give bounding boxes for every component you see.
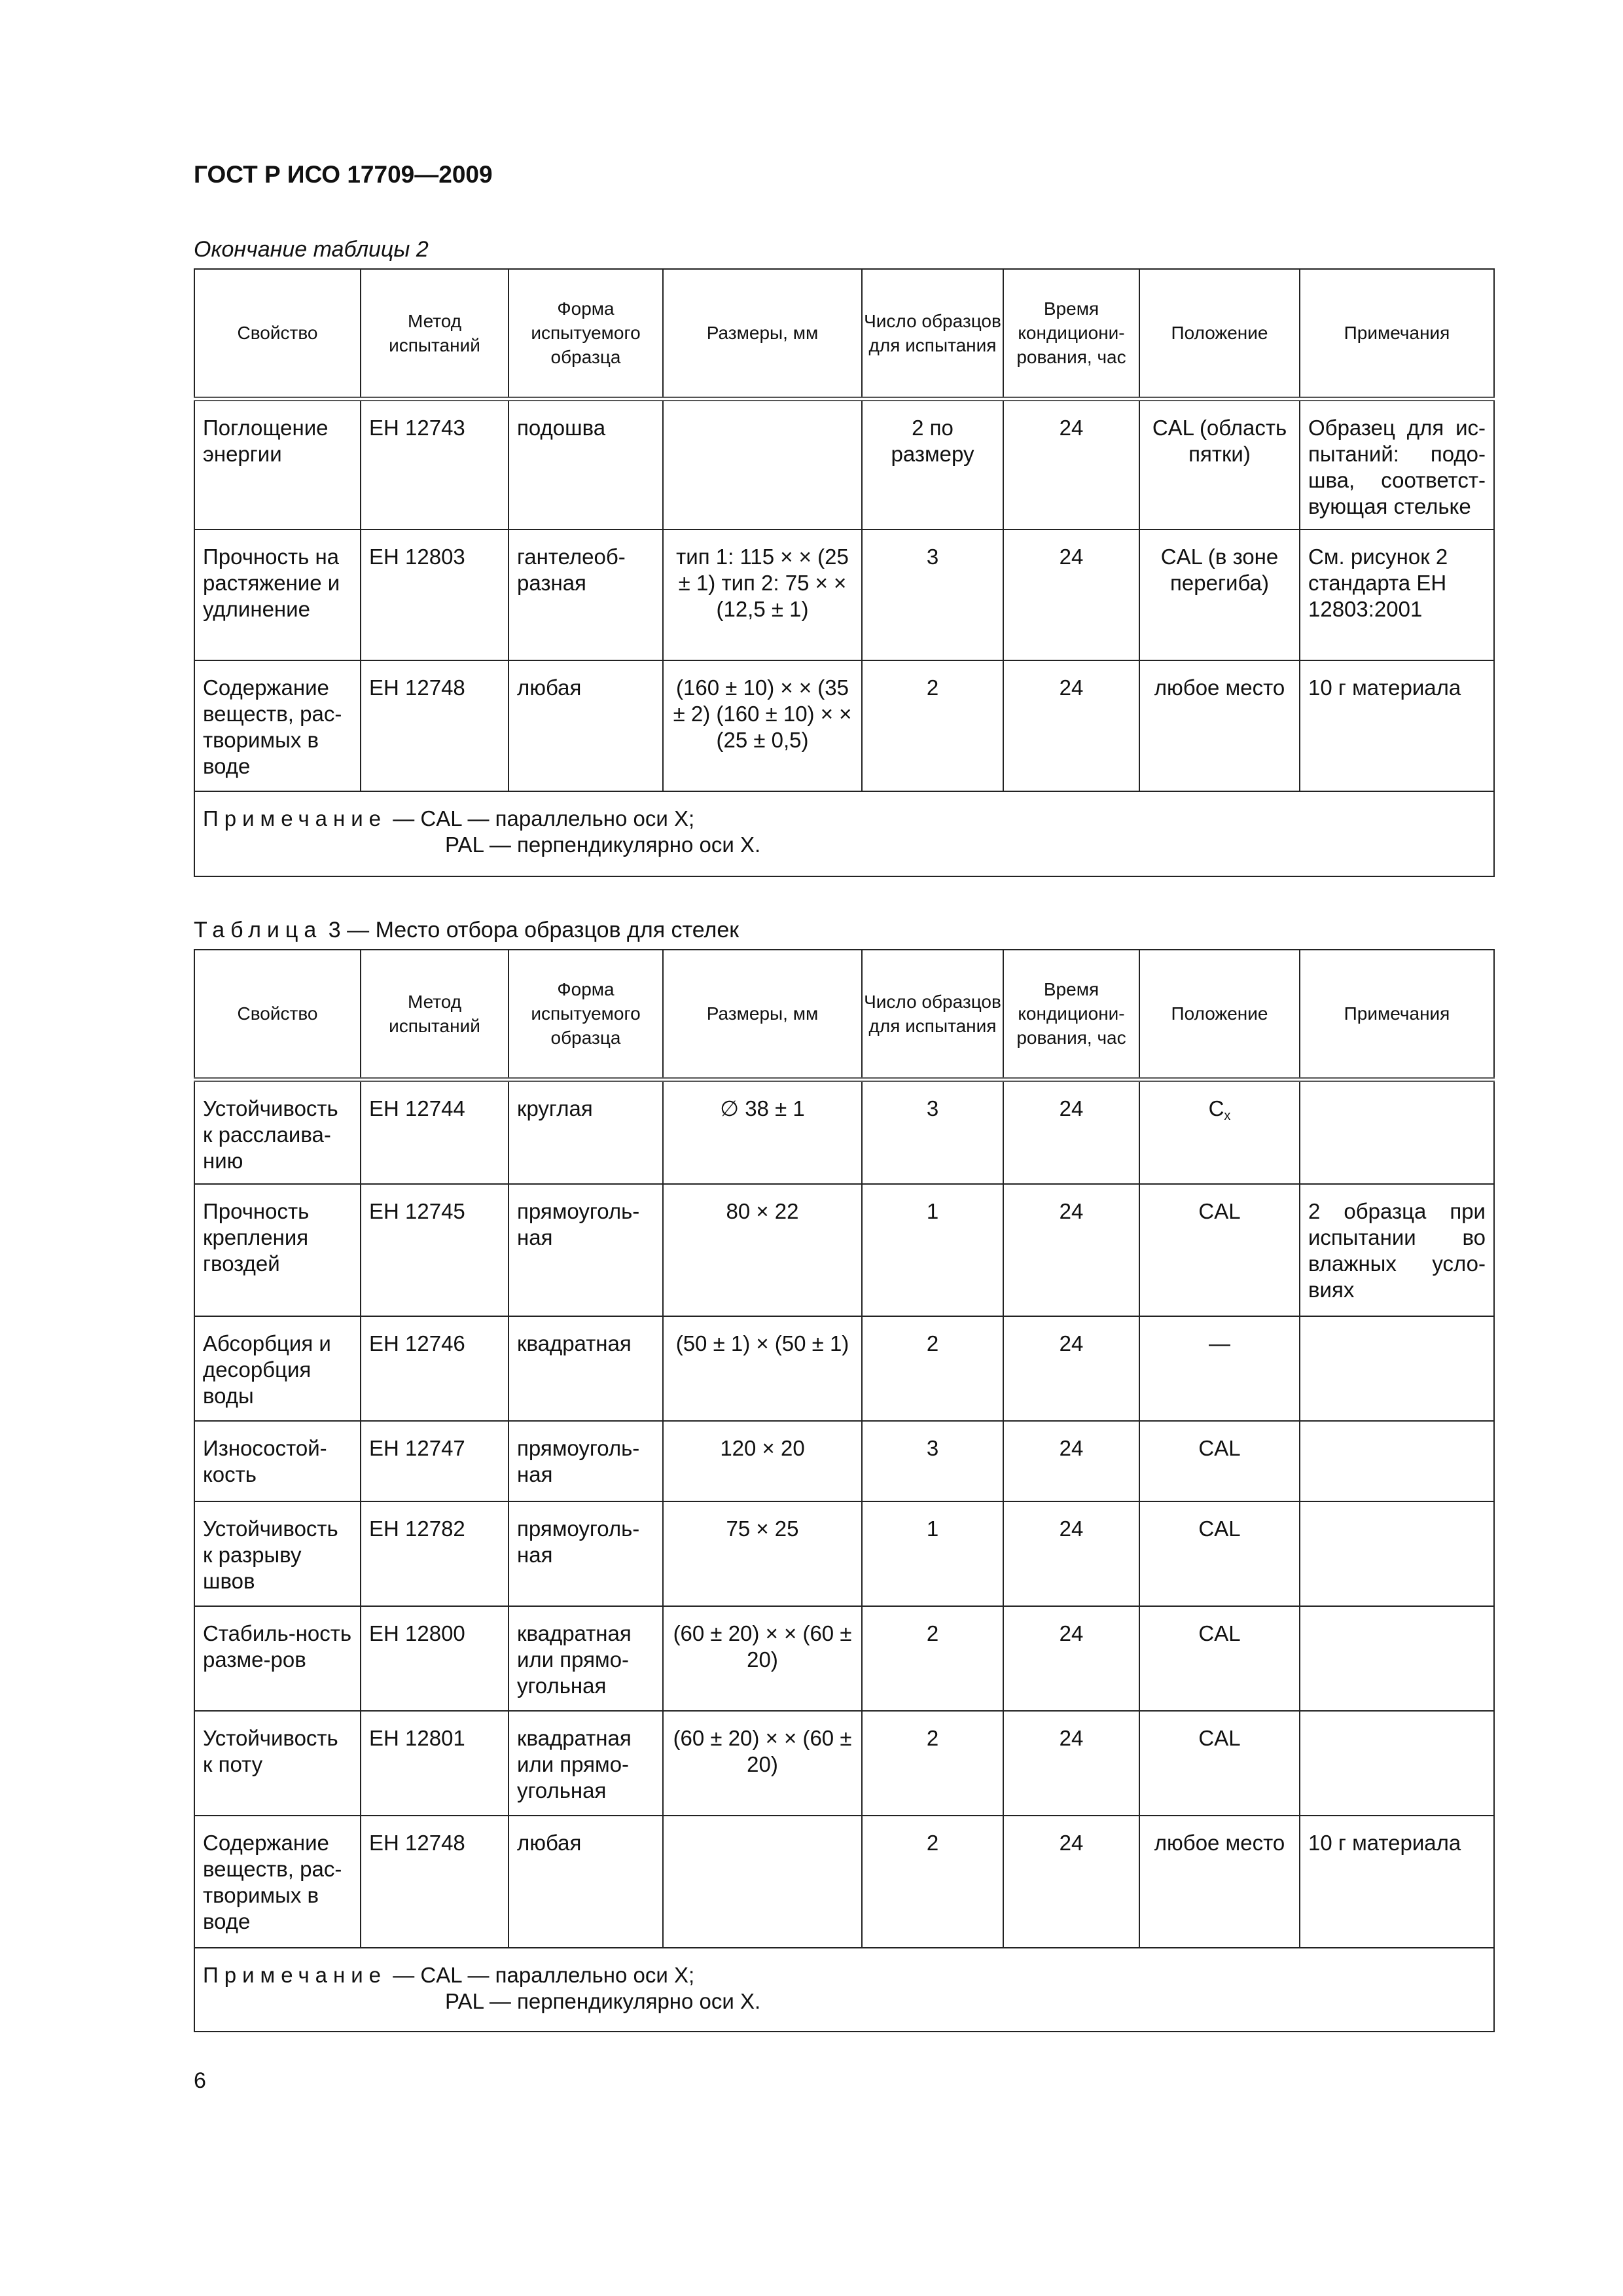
table-row: [194, 1816, 1494, 1948]
table-note: [194, 1948, 1494, 2032]
cell-position: CAL: [1139, 1501, 1300, 1606]
cell-method: ЕН 12782: [361, 1501, 508, 1606]
cell-property: Содержание веществ, рас-творимых в воде: [194, 1816, 361, 1948]
column-header: Число образцов для испытания: [862, 269, 1003, 399]
cell-count: 1: [862, 1184, 1003, 1316]
column-header: Форма испытуемого образца: [508, 950, 663, 1079]
table-row: [194, 1421, 1494, 1501]
cell-size: 75 × 25: [663, 1501, 862, 1606]
column-header: Форма испытуемого образца: [508, 269, 663, 399]
cell-size: (60 ± 20) × × (60 ± 20): [663, 1711, 862, 1816]
table-header-row: [194, 269, 1494, 399]
cell-position: CAL (область пятки): [1139, 399, 1300, 529]
cell-size: (60 ± 20) × × (60 ± 20): [663, 1606, 862, 1711]
cell-notes: [1300, 1711, 1494, 1816]
cell-count: 3: [862, 529, 1003, 660]
cell-time: 24: [1003, 1711, 1139, 1816]
column-header: Время кондициони-рования, час: [1003, 269, 1139, 399]
table-row: [194, 1316, 1494, 1421]
cell-count: 2 по размеру: [862, 399, 1003, 529]
column-header: Свойство: [194, 950, 361, 1079]
cell-size: [663, 399, 862, 529]
cell-shape: подошва: [508, 399, 663, 529]
page-number: 6: [194, 2068, 206, 2093]
note-label: Примечание: [203, 806, 387, 831]
cell-property: Износостой-кость: [194, 1421, 361, 1501]
cell-size: 120 × 20: [663, 1421, 862, 1501]
cell-position: CAL (в зоне перегиба): [1139, 529, 1300, 660]
column-header: Метод испытаний: [361, 950, 508, 1079]
cell-property: Содержание веществ, рас-творимых в воде: [194, 660, 361, 791]
cell-position: любое место: [1139, 1816, 1300, 1948]
column-header: Время кондициони-рования, час: [1003, 950, 1139, 1079]
cell-count: 1: [862, 1501, 1003, 1606]
table2-caption: Окончание таблицы 2: [194, 237, 429, 262]
cell-time: 24: [1003, 1606, 1139, 1711]
cell-shape: прямоуголь-ная: [508, 1501, 663, 1606]
cell-notes: 10 г материала: [1300, 660, 1494, 791]
position-subscript: x: [1224, 1108, 1231, 1123]
table-row: [194, 1079, 1494, 1184]
note-line: — CAL — параллельно оси X;: [393, 806, 695, 831]
cell-shape: прямоуголь-ная: [508, 1421, 663, 1501]
cell-time: 24: [1003, 1501, 1139, 1606]
table-row: [194, 1184, 1494, 1316]
column-header: Размеры, мм: [663, 269, 862, 399]
cell-notes: [1300, 1079, 1494, 1184]
cell-notes: 2 образца при испытании во влажных усло-виях: [1300, 1184, 1494, 1316]
cell-notes: [1300, 1421, 1494, 1501]
table3-label: Таблица: [194, 918, 323, 942]
cell-position: CAL: [1139, 1184, 1300, 1316]
cell-count: 2: [862, 1316, 1003, 1421]
table-row: [194, 660, 1494, 791]
cell-method: ЕН 12801: [361, 1711, 508, 1816]
cell-shape: круглая: [508, 1079, 663, 1184]
cell-count: 2: [862, 1606, 1003, 1711]
cell-count: 3: [862, 1421, 1003, 1501]
note-line: — CAL — параллельно оси X;: [393, 1963, 695, 1987]
table-note-row: [194, 791, 1494, 876]
cell-count: 2: [862, 660, 1003, 791]
cell-shape: любая: [508, 660, 663, 791]
table3-title: 3 — Место отбора образцов для стелек: [328, 918, 740, 942]
column-header: Положение: [1139, 950, 1300, 1079]
table3-caption: [194, 918, 739, 943]
cell-property: Прочность на растяжение и удлинение: [194, 529, 361, 660]
cell-size: [663, 1816, 862, 1948]
cell-time: 24: [1003, 1184, 1139, 1316]
column-header: Примечания: [1300, 950, 1494, 1079]
cell-position: —: [1139, 1316, 1300, 1421]
note-line: PAL — перпендикулярно оси X.: [445, 1989, 761, 2013]
table-row: [194, 1711, 1494, 1816]
cell-size: (160 ± 10) × × (35 ± 2) (160 ± 10) × × (25 ± 0,5): [663, 660, 862, 791]
cell-method: ЕН 12744: [361, 1079, 508, 1184]
document-title: ГОСТ Р ИСО 17709—2009: [194, 161, 493, 188]
note-line: PAL — перпендикулярно оси X.: [445, 833, 761, 857]
table-header-row: [194, 950, 1494, 1079]
note-label: Примечание: [203, 1963, 387, 1987]
cell-count: 3: [862, 1079, 1003, 1184]
cell-property: Абсорбция и десорбция воды: [194, 1316, 361, 1421]
cell-size: (50 ± 1) × (50 ± 1): [663, 1316, 862, 1421]
cell-property: Устойчивость к расслаива-нию: [194, 1079, 361, 1184]
cell-shape: квадратная или прямо-угольная: [508, 1606, 663, 1711]
cell-notes: Образец для ис-пытаний: подо-шва, соответст-вующая стельке: [1300, 399, 1494, 529]
cell-method: ЕН 12745: [361, 1184, 508, 1316]
cell-position: любое место: [1139, 660, 1300, 791]
table-3: [194, 949, 1495, 2032]
column-header: Примечания: [1300, 269, 1494, 399]
cell-time: 24: [1003, 1816, 1139, 1948]
cell-method: ЕН 12746: [361, 1316, 508, 1421]
cell-notes: 10 г материала: [1300, 1816, 1494, 1948]
table-row: [194, 529, 1494, 660]
cell-time: 24: [1003, 660, 1139, 791]
cell-position: [1139, 1079, 1300, 1184]
cell-shape: квадратная или прямо-угольная: [508, 1711, 663, 1816]
cell-time: 24: [1003, 1079, 1139, 1184]
cell-notes: [1300, 1316, 1494, 1421]
cell-method: ЕН 12803: [361, 529, 508, 660]
cell-method: ЕН 12800: [361, 1606, 508, 1711]
cell-property: Поглощение энергии: [194, 399, 361, 529]
cell-time: 24: [1003, 1421, 1139, 1501]
cell-time: 24: [1003, 399, 1139, 529]
cell-property: Устойчивость к разрыву швов: [194, 1501, 361, 1606]
cell-notes: См. рисунок 2 стандарта ЕН 12803:2001: [1300, 529, 1494, 660]
cell-notes: [1300, 1606, 1494, 1711]
table-row: [194, 1606, 1494, 1711]
cell-method: ЕН 12748: [361, 1816, 508, 1948]
cell-size: тип 1: 115 × × (25 ± 1) тип 2: 75 × × (12,5 ± 1): [663, 529, 862, 660]
cell-count: 2: [862, 1816, 1003, 1948]
cell-time: 24: [1003, 1316, 1139, 1421]
cell-shape: прямоуголь-ная: [508, 1184, 663, 1316]
column-header: Размеры, мм: [663, 950, 862, 1079]
cell-count: 2: [862, 1711, 1003, 1816]
table-note: [194, 791, 1494, 876]
position-value: C: [1208, 1096, 1224, 1121]
cell-size: ∅ 38 ± 1: [663, 1079, 862, 1184]
column-header: Число образцов для испытания: [862, 950, 1003, 1079]
cell-notes: [1300, 1501, 1494, 1606]
cell-method: ЕН 12748: [361, 660, 508, 791]
table-2: [194, 268, 1495, 877]
cell-position: CAL: [1139, 1421, 1300, 1501]
column-header: Метод испытаний: [361, 269, 508, 399]
cell-position: CAL: [1139, 1711, 1300, 1816]
table-row: [194, 399, 1494, 529]
cell-property: Прочность крепления гвоздей: [194, 1184, 361, 1316]
table-row: [194, 1501, 1494, 1606]
cell-shape: квадратная: [508, 1316, 663, 1421]
cell-property: Стабиль-ность разме-ров: [194, 1606, 361, 1711]
column-header: Свойство: [194, 269, 361, 399]
cell-size: 80 × 22: [663, 1184, 862, 1316]
cell-position: CAL: [1139, 1606, 1300, 1711]
column-header: Положение: [1139, 269, 1300, 399]
table-note-row: [194, 1948, 1494, 2032]
cell-method: ЕН 12747: [361, 1421, 508, 1501]
cell-shape: гантелеоб-разная: [508, 529, 663, 660]
cell-method: ЕН 12743: [361, 399, 508, 529]
cell-shape: любая: [508, 1816, 663, 1948]
cell-time: 24: [1003, 529, 1139, 660]
cell-property: Устойчивость к поту: [194, 1711, 361, 1816]
